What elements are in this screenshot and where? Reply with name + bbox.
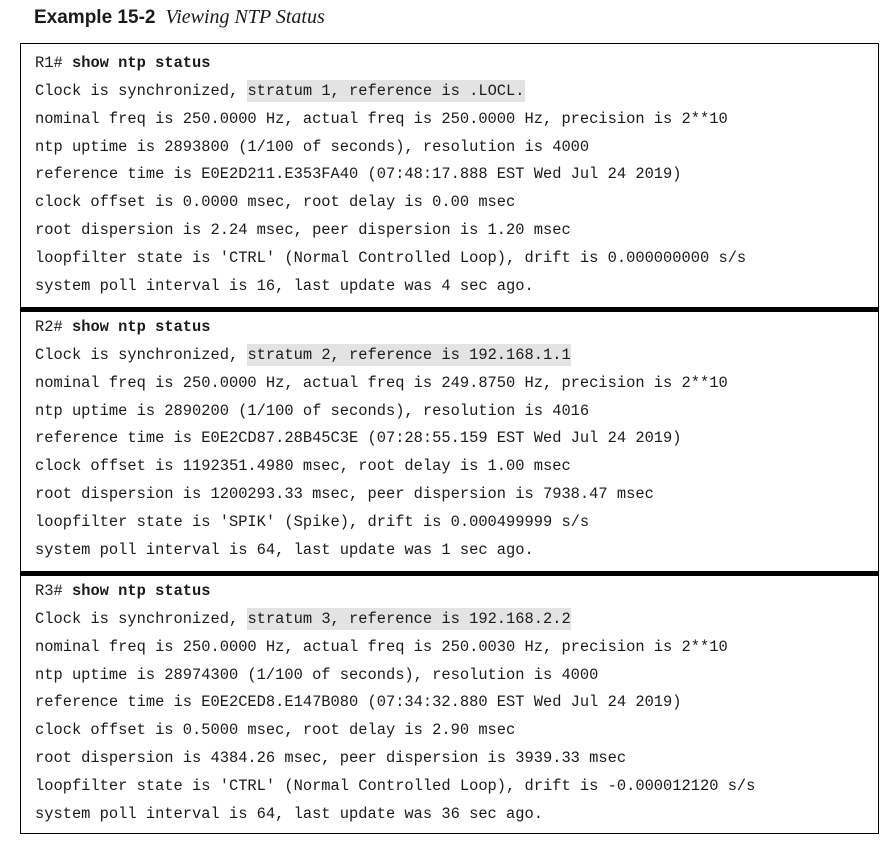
output-line: ntp uptime is 28974300 (1/100 of seconds), resolution is 4000 bbox=[35, 666, 599, 684]
command-line bbox=[35, 316, 211, 338]
cli-prompt: R2# bbox=[35, 318, 63, 336]
sync-status-prefix: Clock is synchronized, bbox=[35, 610, 248, 628]
cli-prompt: R3# bbox=[35, 582, 63, 600]
stratum-reference-highlight: stratum 1, reference is .LOCL. bbox=[247, 82, 525, 100]
output-line: root dispersion is 1200293.33 msec, peer dispersion is 7938.47 msec bbox=[35, 485, 654, 503]
sync-status-line bbox=[35, 80, 525, 102]
output-line: reference time is E0E2CD87.28B45C3E (07:28:55.159 EST Wed Jul 24 2019) bbox=[35, 429, 682, 447]
example-number: Example 15-2 bbox=[34, 7, 156, 28]
stratum-reference-highlight: stratum 2, reference is 192.168.1.1 bbox=[247, 346, 571, 364]
stratum-reference-highlight: stratum 3, reference is 192.168.2.2 bbox=[247, 610, 571, 628]
output-line: reference time is E0E2CED8.E147B080 (07:34:32.880 EST Wed Jul 24 2019) bbox=[35, 693, 682, 711]
output-line: ntp uptime is 2890200 (1/100 of seconds), resolution is 4016 bbox=[35, 402, 590, 420]
cli-prompt: R1# bbox=[35, 54, 63, 72]
cli-output-box bbox=[20, 43, 879, 834]
output-line: loopfilter state is 'CTRL' (Normal Controlled Loop), drift is -0.000012120 s/s bbox=[35, 777, 756, 795]
output-line: loopfilter state is 'SPIK' (Spike), drift is 0.000499999 s/s bbox=[35, 513, 590, 531]
cli-command: show ntp status bbox=[71, 582, 211, 600]
output-line: nominal freq is 250.0000 Hz, actual freq is 249.8750 Hz, precision is 2**10 bbox=[35, 374, 728, 392]
output-line: root dispersion is 4384.26 msec, peer dispersion is 3939.33 msec bbox=[35, 749, 627, 767]
cli-command: show ntp status bbox=[71, 54, 211, 72]
example-caption bbox=[34, 4, 325, 30]
output-line: system poll interval is 64, last update was 36 sec ago. bbox=[35, 805, 543, 823]
sync-status-line bbox=[35, 608, 571, 630]
output-line: clock offset is 0.0000 msec, root delay is 0.00 msec bbox=[35, 193, 516, 211]
output-line: clock offset is 0.5000 msec, root delay is 2.90 msec bbox=[35, 721, 516, 739]
output-line: root dispersion is 2.24 msec, peer dispersion is 1.20 msec bbox=[35, 221, 571, 239]
output-line: nominal freq is 250.0000 Hz, actual freq is 250.0030 Hz, precision is 2**10 bbox=[35, 638, 728, 656]
output-line: system poll interval is 16, last update was 4 sec ago. bbox=[35, 277, 534, 295]
sync-status-prefix: Clock is synchronized, bbox=[35, 346, 248, 364]
output-line: loopfilter state is 'CTRL' (Normal Controlled Loop), drift is 0.000000000 s/s bbox=[35, 249, 747, 267]
sync-status-line bbox=[35, 344, 571, 366]
output-line: nominal freq is 250.0000 Hz, actual freq is 250.0000 Hz, precision is 2**10 bbox=[35, 110, 728, 128]
sync-status-prefix: Clock is synchronized, bbox=[35, 82, 248, 100]
block-divider bbox=[21, 571, 878, 576]
output-line: reference time is E0E2D211.E353FA40 (07:48:17.888 EST Wed Jul 24 2019) bbox=[35, 165, 682, 183]
output-line: system poll interval is 64, last update was 1 sec ago. bbox=[35, 541, 534, 559]
example-title: Viewing NTP Status bbox=[165, 6, 325, 28]
command-line bbox=[35, 580, 211, 602]
command-line bbox=[35, 52, 211, 74]
output-line: clock offset is 1192351.4980 msec, root delay is 1.00 msec bbox=[35, 457, 571, 475]
block-divider bbox=[21, 307, 878, 312]
cli-command: show ntp status bbox=[71, 318, 211, 336]
output-line: ntp uptime is 2893800 (1/100 of seconds), resolution is 4000 bbox=[35, 138, 590, 156]
